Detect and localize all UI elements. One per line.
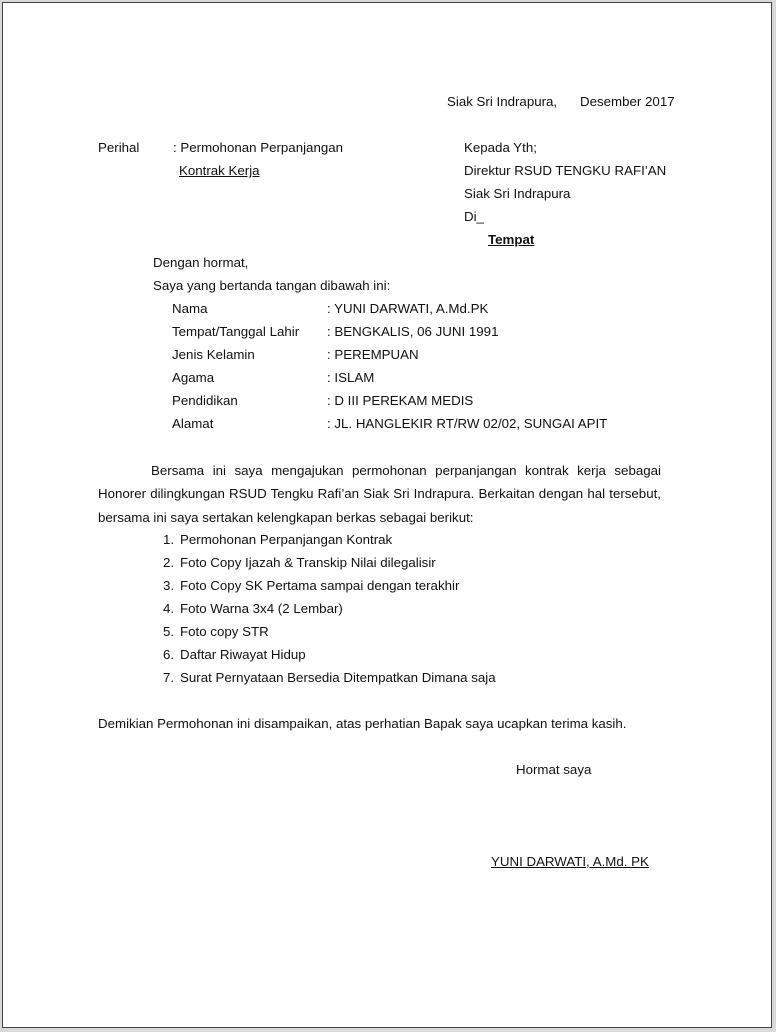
body-paragraph: Bersama ini saya mengajukan permohonan perpanjangan kontrak kerja sebagai Honorer dilingkungan RSUD Tengku Rafi’an Siak Sri Indrapura. Berkaitan dengan hal tersebut, bersama ini saya sertakan kelengkapan berkas sebagai berikut: bbox=[98, 463, 661, 525]
identity-label: Alamat bbox=[172, 416, 214, 431]
recipient-line-4: Di_ bbox=[464, 209, 484, 224]
closing-paragraph: Demikian Permohonan ini disampaikan, atas perhatian Bapak saya ucapkan terima kasih. bbox=[98, 716, 627, 731]
list-item bbox=[3, 670, 771, 686]
list-item bbox=[3, 532, 771, 548]
identity-value: : D III PEREKAM MEDIS bbox=[327, 393, 474, 408]
identity-label: Agama bbox=[172, 370, 215, 385]
identity-label: Nama bbox=[172, 301, 208, 316]
list-item-number: 3. bbox=[163, 578, 175, 593]
list-item-number: 4. bbox=[163, 601, 175, 616]
list-item bbox=[3, 624, 771, 640]
recipient-line-5: Tempat bbox=[488, 232, 535, 247]
subject-line-2: Kontrak Kerja bbox=[179, 163, 260, 178]
signature-name: YUNI DARWATI, A.Md. PK bbox=[491, 854, 649, 869]
list-item bbox=[3, 601, 771, 617]
list-item-text: Daftar Riwayat Hidup bbox=[180, 647, 306, 662]
identity-row bbox=[3, 416, 771, 432]
letter-date: Desember 2017 bbox=[580, 94, 675, 109]
list-item-text: Foto Copy Ijazah & Transkip Nilai dilegalisir bbox=[180, 555, 436, 570]
identity-value: : YUNI DARWATI, A.Md.PK bbox=[327, 301, 489, 316]
identity-label: Pendidikan bbox=[172, 393, 238, 408]
recipient-line-2: Direktur RSUD TENGKU RAFI’AN bbox=[464, 163, 667, 178]
list-item-number: 5. bbox=[163, 624, 175, 639]
subject-label: Perihal bbox=[98, 140, 140, 155]
identity-row bbox=[3, 324, 771, 340]
list-item bbox=[3, 555, 771, 571]
identity-value: : BENGKALIS, 06 JUNI 1991 bbox=[327, 324, 499, 339]
list-item-text: Permohonan Perpanjangan Kontrak bbox=[180, 532, 393, 547]
list-item-text: Foto Copy SK Pertama sampai dengan terakhir bbox=[180, 578, 460, 593]
letter-place: Siak Sri Indrapura, bbox=[447, 94, 558, 109]
list-item bbox=[3, 647, 771, 663]
list-item-number: 2. bbox=[163, 555, 175, 570]
identity-row bbox=[3, 347, 771, 363]
recipient-line-1: Kepada Yth; bbox=[464, 140, 537, 155]
list-item-number: 7. bbox=[163, 670, 175, 685]
subject-line-1: : Permohonan Perpanjangan bbox=[173, 140, 344, 155]
identity-row bbox=[3, 370, 771, 386]
identity-value: : ISLAM bbox=[327, 370, 375, 385]
identity-label: Jenis Kelamin bbox=[172, 347, 255, 362]
identity-value: : JL. HANGLEKIR RT/RW 02/02, SUNGAI APIT bbox=[327, 416, 608, 431]
greeting: Dengan hormat, bbox=[153, 255, 249, 270]
identity-value: : PEREMPUAN bbox=[327, 347, 419, 362]
intro-line: Saya yang bertanda tangan dibawah ini: bbox=[153, 278, 391, 293]
identity-row bbox=[3, 301, 771, 317]
list-item-number: 6. bbox=[163, 647, 175, 662]
list-item bbox=[3, 578, 771, 594]
list-item-text: Foto copy STR bbox=[180, 624, 269, 639]
list-item-text: Foto Warna 3x4 (2 Lembar) bbox=[180, 601, 343, 616]
list-item-number: 1. bbox=[163, 532, 175, 547]
identity-label: Tempat/Tanggal Lahir bbox=[172, 324, 300, 339]
list-item-text: Surat Pernyataan Bersedia Ditempatkan Dimana saja bbox=[180, 670, 496, 685]
letter-page bbox=[2, 2, 772, 1028]
signoff: Hormat saya bbox=[516, 762, 592, 777]
recipient-line-3: Siak Sri Indrapura bbox=[464, 186, 571, 201]
identity-row bbox=[3, 393, 771, 409]
